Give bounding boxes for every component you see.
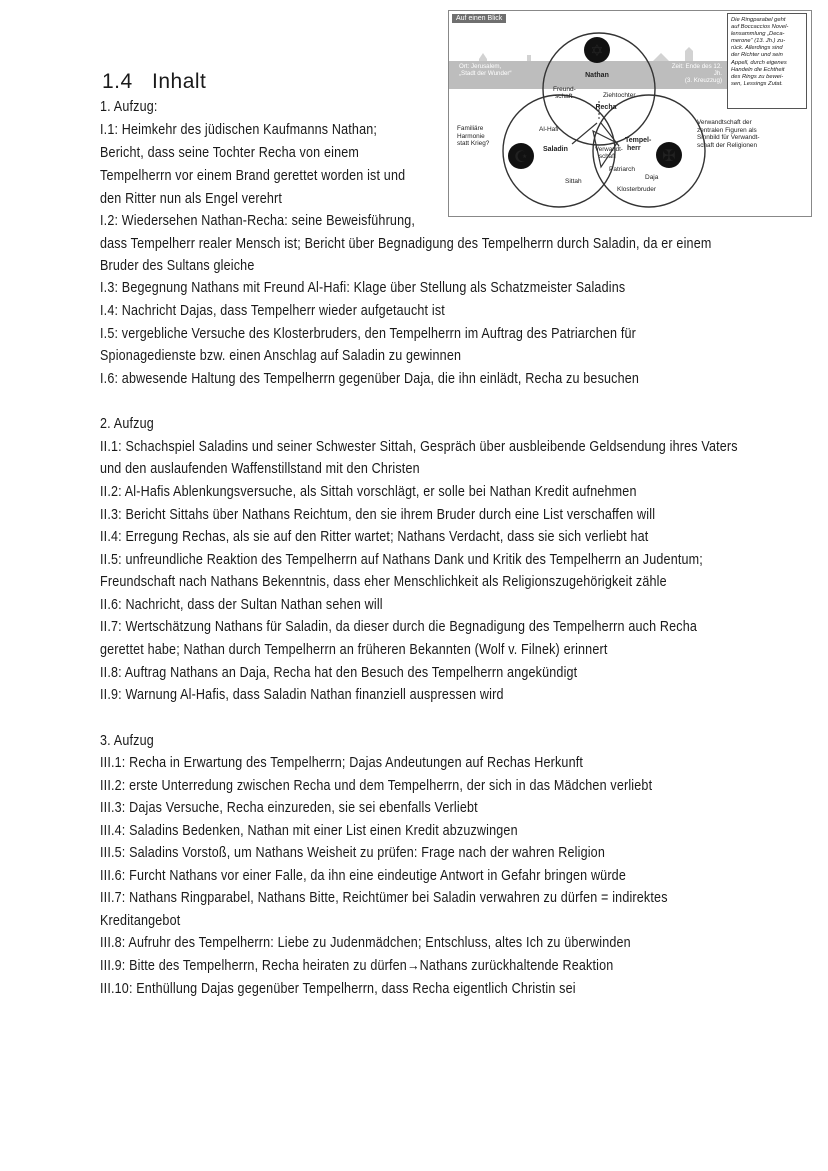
text-line: Freundschaft nach Nathans Bekenntnis, dass eher Menschlichkeit als Religionszugehörigkeit zähle [100, 574, 667, 590]
text-line: I.1: Heimkehr des jüdischen Kaufmanns Nathan; [100, 122, 378, 138]
text-line: und den auslaufenden Waffenstillstand mit den Christen [100, 461, 420, 477]
label-tempelherr-1: Tempel- [625, 137, 652, 144]
text-line: III.8: Aufruhr des Tempelherrn: Liebe zu Judenmädchen; Entschluss, altes Ich zu überwinden [100, 935, 631, 951]
text-line: Spionagedienste bzw. einen Anschlag auf Saladin zu gewinnen [100, 348, 462, 364]
heading-number: 1.4 [102, 70, 133, 93]
page-heading [102, 70, 206, 94]
label-patriarch: Patriarch [609, 166, 636, 173]
text-line: I.2: Wiedersehen Nathan-Recha: seine Beweisführung, [100, 213, 416, 229]
cross-icon: ✠ [662, 148, 676, 165]
text-line: I.5: vergebliche Versuche des Klosterbruders, den Tempelherrn im Auftrag des Patriarchen für [100, 326, 637, 342]
relationship-diagram [449, 11, 811, 216]
note-line: lensammlung „Deca- [731, 31, 785, 38]
text-line: 1. Aufzug: [100, 99, 158, 115]
text-line: Kreditangebot [100, 913, 181, 929]
text-line: II.8: Auftrag Nathans an Daja, Recha hat den Besuch des Tempelherrn angekündigt [100, 665, 578, 681]
note-line: Verwandtschaft der [697, 119, 752, 126]
text-line: III.2: erste Unterredung zwischen Recha und dem Tempelherrn, der sich in das Mädchen verliebt [100, 778, 653, 794]
text-line: II.3: Bericht Sittahs über Nathans Reichtum, den sie ihrem Bruder durch eine List verschaffen will [100, 507, 656, 523]
label-sittah: Sittah [565, 178, 582, 185]
text-line: den Ritter nun als Engel verehrt [100, 191, 283, 207]
place-line-1: Ort: Jerusalem, [459, 63, 502, 70]
label-tempelherr-2: herr [627, 145, 641, 152]
text-line: I.4: Nachricht Dajas, dass Tempelherr wieder aufgetaucht ist [100, 303, 445, 319]
text-line: II.9: Warnung Al-Hafis, dass Saladin Nathan finanziell auspressen wird [100, 687, 504, 703]
text-line: II.4: Erregung Rechas, als sie auf den Ritter wartet; Nathans Verdacht, dass sie sich verliebt hat [100, 529, 649, 545]
text-line: gerettet habe; Nathan durch Tempelherrn an früheren Bekannten (Wolf v. Filnek) erinnert [100, 642, 608, 658]
text-line: II.6: Nachricht, dass der Sultan Nathan sehen will [100, 597, 383, 613]
text-line: III.10: Enthüllung Dajas gegenüber Tempelherrn, dass Recha eigentlich Christin sei [100, 981, 576, 997]
note-line: des Rings zu bewei- [731, 73, 784, 80]
note-line: zentralen Figuren als [697, 126, 757, 134]
time-line-1: Zeit: Ende des 12. Jh. [671, 63, 722, 77]
label-recha: Recha [595, 104, 617, 111]
label-alhafi: Al-Hafi [539, 126, 559, 133]
note-line: rück. Allerdings sind [731, 45, 783, 52]
figure-title: Auf einen Blick [452, 14, 506, 23]
text-line: I.6: abwesende Haltung des Tempelherrn gegenüber Daja, die ihn einlädt, Recha zu besuchen [100, 371, 640, 387]
crescent-icon: ☪ [513, 149, 529, 166]
note-line: Appell, durch eigenes [731, 59, 787, 66]
text-line: III.1: Recha in Erwartung des Tempelherrn; Dajas Andeutungen auf Rechas Herkunft [100, 755, 584, 771]
text-line: Bericht, dass seine Tochter Recha von einem [100, 145, 360, 161]
text-line: III.6: Furcht Nathans vor einer Falle, da ihn eine eindeutige Antwort in Gefahr bringen würde [100, 868, 626, 884]
text-line: II.1: Schachspiel Saladins und seiner Schwester Sittah, Gespräch über ausbleibende Geldsendung ihres Vaters [100, 439, 738, 455]
heading-title: Inhalt [152, 70, 207, 93]
text-line: Bruder des Sultans gleiche [100, 258, 255, 274]
text-line: III.9: Bitte des Tempelherrn, Recha heiraten zu dürfen→Nathans zurückhaltende Reaktion [100, 958, 614, 974]
note-line: Familiäre [457, 125, 484, 132]
note-line: der Richter und sein [731, 52, 783, 59]
note-line: Sinnbild für Verwandt- [697, 134, 760, 142]
note-line: statt Krieg? [457, 140, 490, 148]
label-klosterbruder: Klosterbruder [617, 186, 657, 193]
note-line: merone“ (13. Jh.) zu- [731, 38, 786, 45]
text-line: Tempelherrn vor einem Brand gerettet worden ist und [100, 168, 406, 184]
text-line: dass Tempelherr realer Mensch ist; Bericht über Begnadigung des Tempelherrn durch Saladin, da er einem [100, 236, 712, 252]
text-line: III.5: Saladins Vorstoß, um Nathans Weisheit zu prüfen: Frage nach der wahren Religion [100, 845, 605, 861]
text-line: III.3: Dajas Versuche, Recha einzureden, sie sei ebenfalls Verliebt [100, 800, 478, 816]
note-line: sen, Lessings Zutat. [731, 80, 783, 87]
note-line: schaft der Religionen [697, 141, 758, 149]
star-of-david-icon: ✡ [590, 43, 604, 60]
text-line: II.5: unfreundliche Reaktion des Tempelherrn auf Nathans Dank und Kritik des Tempelherrn an Judentum; [100, 552, 703, 568]
label-ziehtochter: Ziehtochter [603, 92, 636, 99]
text-line: III.4: Saladins Bedenken, Nathan mit einer List einen Kredit abzuzwingen [100, 823, 518, 839]
label-freundschaft-1: Freund- [553, 86, 576, 93]
label-daja: Daja [645, 174, 659, 181]
text-line: 3. Aufzug [100, 733, 154, 749]
text-line: III.7: Nathans Ringparabel, Nathans Bitte, Reichtümer bei Saladin verwahren zu dürfen = indirektes [100, 890, 668, 906]
time-line-2: (3. Kreuzzug) [684, 77, 722, 84]
label-verwandtschaft-2: schaft [599, 153, 616, 160]
text-line: II.2: Al-Hafis Ablenkungsversuche, als Sittah vorschlägt, er solle bei Nathan Kredit aufnehmen [100, 484, 637, 500]
text-line: 2. Aufzug [100, 416, 154, 432]
overview-figure [448, 10, 812, 217]
text-line: II.7: Wertschätzung Nathans für Saladin, da dieser durch die Begnadigung des Tempelherrn auch Recha [100, 619, 698, 635]
label-freundschaft-2: schaft [555, 93, 573, 100]
text-line: I.3: Begegnung Nathans mit Freund Al-Hafi: Klage über Stellung als Schatzmeister Saladins [100, 280, 626, 296]
note-line: Die Ringparabel geht [731, 17, 786, 23]
label-saladin: Saladin [543, 146, 568, 153]
note-line: Handeln die Echtheit [731, 66, 785, 73]
label-nathan: Nathan [585, 72, 609, 79]
note-line: Harmonie [457, 132, 485, 140]
label-verwandtschaft-1: Verwandt- [595, 146, 623, 153]
place-line-2: „Stadt der Wunder“ [459, 70, 512, 77]
note-line: auf Boccaccios Novel- [731, 24, 789, 31]
